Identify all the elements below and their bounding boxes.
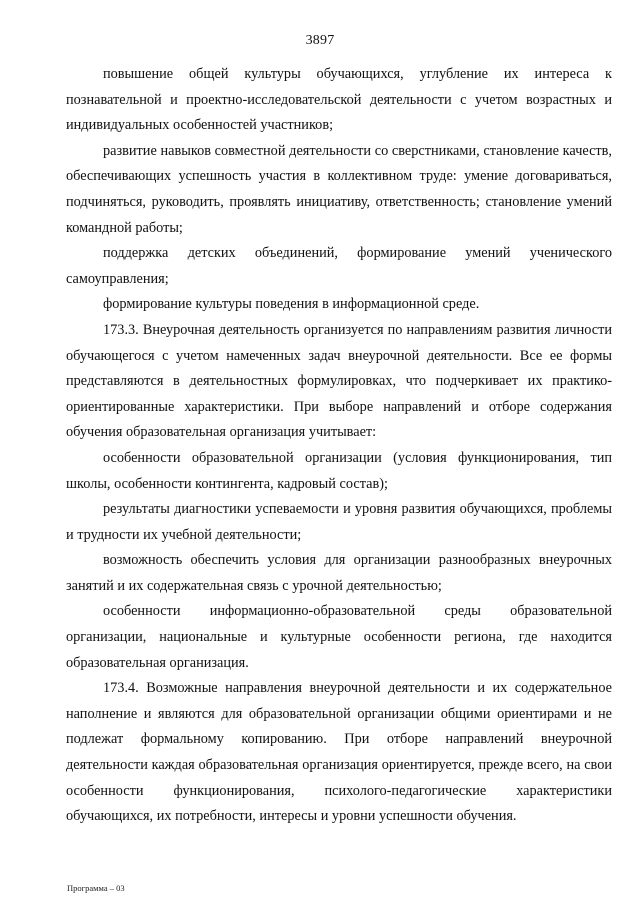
paragraph-information-culture: формирование культуры поведения в информационной среде. <box>103 296 480 313</box>
document-body <box>66 62 612 830</box>
paragraph-section-173-4: 173.4. Возможные направления внеурочной деятельности и их содержательное наполнение и являются для образовательной организации общими ориентирами и не подлежат формальному копированию. При отборе направлений внеурочной деятельности каждая образовательная организация ориентируется, прежде всего, на свои особенности функционирования, психолого-педагогические характеристики обучающихся, их потребности, интересы и уровни успешности обучения. <box>66 680 612 825</box>
paragraph-section-173-3: 173.3. Внеурочная деятельность организуется по направлениям развития личности обучающегося с учетом намеченных задач внеурочной деятельности. Все ее формы представляются в деятельностных формулировках, что подчеркивает их практико-ориентированные характеристики. При выборе направлений и отборе содержания обучения образовательная организация учитывает: <box>66 321 612 441</box>
paragraph-conditions-possibility: возможность обеспечить условия для организации разнообразных внеурочных занятий и их содержательная связь с урочной деятельностью; <box>66 552 612 594</box>
footer-label: Программа – 03 <box>67 883 125 893</box>
paragraph-joint-activity-skills: развитие навыков совместной деятельности со сверстниками, становление качеств, обеспечивающих успешность участия в коллективном труде: умение договариваться, подчиняться, руководить, проявлять инициативу, ответственность; становление умений командной работы; <box>66 142 612 236</box>
paragraph-general-culture: повышение общей культуры обучающихся, углубление их интереса к познавательной и проектно-исследовательской деятельности с учетом возрастных и индивидуальных особенностей участников; <box>66 66 612 134</box>
paragraph-information-environment: особенности информационно-образовательной среды образовательной организации, национальные и культурные особенности региона, где находится образовательная организация. <box>66 603 612 671</box>
paragraph-diagnostics-results: результаты диагностики успеваемости и уровня развития обучающихся, проблемы и трудности их учебной деятельности; <box>66 501 612 543</box>
page-number: 3897 <box>305 33 335 48</box>
paragraph-organization-features: особенности образовательной организации (условия функционирования, тип школы, особенности контингента, кадровый состав); <box>66 449 612 492</box>
paragraph-student-self-government: поддержка детских объединений, формирование умений ученического самоуправления; <box>66 245 612 287</box>
